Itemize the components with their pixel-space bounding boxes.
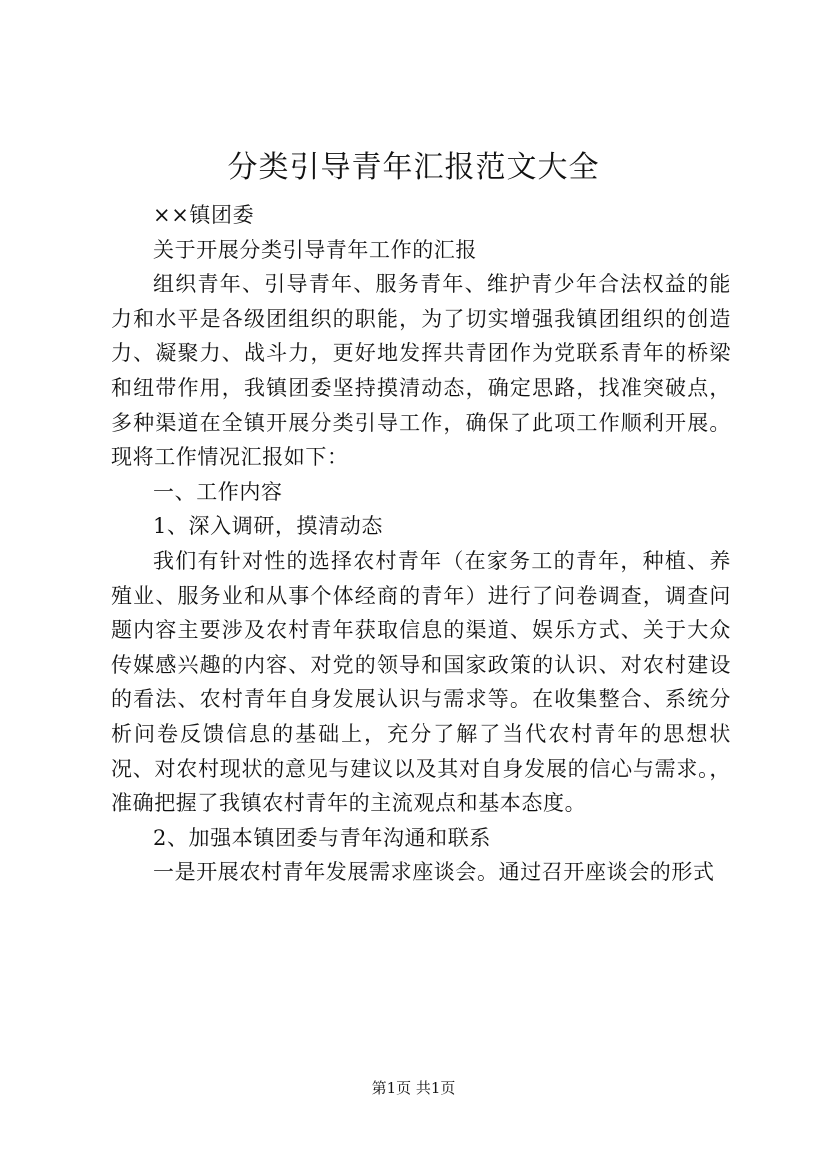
paragraph-intro: 组织青年、引导青年、服务青年、维护青少年合法权益的能力和水平是各级团组织的职能，为了切实增强我镇团组织的创造力、凝聚力、战斗力，更好地发挥共青团作为党联系青年的桥梁和纽带作用，我镇团委坚持摸清动态，确定思路，找准突破点，多种渠道在全镇开展分类引导工作，确保了此项工作顺利开展。现将工作情况汇报如下： [111, 272, 731, 470]
paragraph-issuer: ××镇团委 [153, 203, 255, 227]
paragraph-survey: 我们有针对性的选择农村青年（在家务工的青年，种植、养殖业、服务业和从事个体经商的青年）进行了问卷调查，调查问题内容主要涉及农村青年获取信息的渠道、娱乐方式、关于大众传媒感兴趣的内容、对党的领导和国家政策的认识、对农村建设的看法、农村青年自身发展认识与需求等。在收集整合、系统分析问卷反馈信息的基础上，充分了解了当代农村青年的思想状况、对农村现状的意见与建议以及其对自身发展的信心与需求。，准确把握了我镇农村青年的主流观点和基本态度。 [111, 548, 731, 816]
page-number-footer: 第1页 共1页 [371, 1079, 456, 1097]
document-body [111, 198, 731, 890]
document-title: 分类引导青年汇报范文大全 [227, 150, 600, 185]
subheading-research: 1、深入调研，摸清动态 [153, 514, 383, 539]
paragraph-report-subject: 关于开展分类引导青年工作的汇报 [153, 237, 477, 262]
subheading-communication: 2、加强本镇团委与青年沟通和联系 [153, 825, 491, 850]
heading-work-content: 一、工作内容 [153, 479, 283, 504]
paragraph-symposium: 一是开展农村青年发展需求座谈会。通过召开座谈会的形式 [153, 860, 715, 885]
